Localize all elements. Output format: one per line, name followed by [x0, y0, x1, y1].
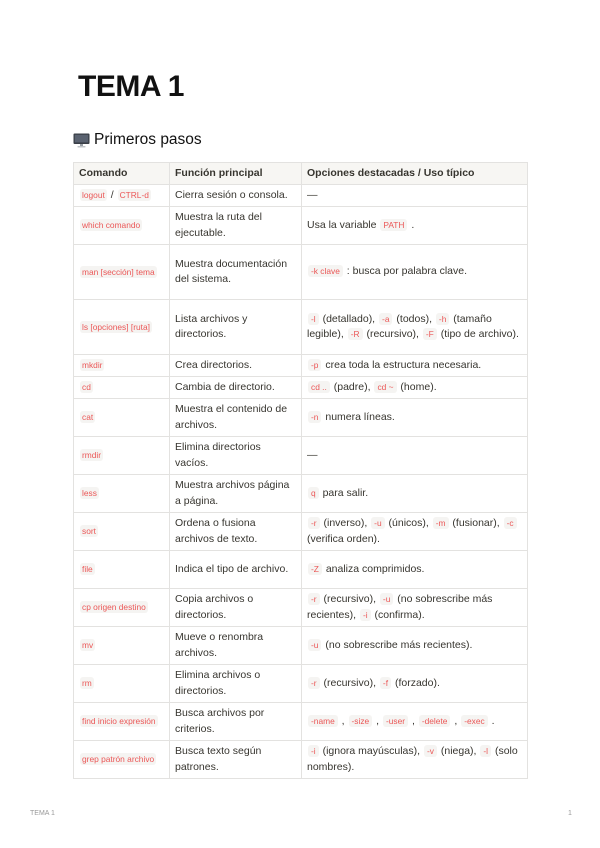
cell-text: (únicos), — [385, 517, 432, 529]
inline-code: find inicio expresión — [82, 716, 156, 726]
function-cell: Crea directorios. — [170, 355, 302, 377]
function-cell: Muestra documentación del sistema. — [170, 245, 302, 300]
inline-code: rm — [82, 678, 92, 688]
table-header-row — [74, 163, 528, 185]
options-cell — [302, 703, 528, 741]
options-cell — [302, 377, 528, 399]
cell-text: Usa la variable — [307, 218, 380, 231]
desktop-computer-icon — [73, 133, 90, 148]
cell-text: (recursivo), — [320, 593, 379, 605]
section-heading-text: Primeros pasos — [94, 131, 202, 148]
column-header-function: Función principal — [170, 163, 302, 185]
command-cell — [74, 185, 170, 207]
table-row — [74, 355, 528, 377]
page-number: 1 — [568, 810, 572, 817]
table-row — [74, 513, 528, 551]
cell-text: numera líneas. — [322, 410, 395, 423]
inline-code: -k clave — [308, 265, 343, 277]
command-cell — [74, 399, 170, 437]
cell-text: . — [408, 218, 415, 231]
function-cell: Busca archivos por criterios. — [170, 703, 302, 741]
cell-text: (fusionar), — [449, 517, 503, 529]
function-cell: Lista archivos y directorios. — [170, 300, 302, 355]
cell-text: para salir. — [319, 486, 369, 499]
commands-table — [73, 162, 528, 779]
function-cell: Mueve o renombra archivos. — [170, 627, 302, 665]
inline-code: -h — [436, 313, 449, 325]
function-cell: Copia archivos o directorios. — [170, 589, 302, 627]
column-header-command: Comando — [74, 163, 170, 185]
options-cell — [302, 207, 528, 245]
table-row — [74, 377, 528, 399]
inline-code: -u — [380, 593, 393, 605]
inline-code: -exec — [461, 715, 487, 727]
inline-code: logout — [82, 190, 105, 200]
table-row — [74, 589, 528, 627]
inline-code: -r — [308, 677, 320, 689]
table-body — [74, 185, 528, 779]
cell-text: , — [451, 714, 461, 727]
table-row — [74, 399, 528, 437]
cell-text: : busca por palabra clave. — [343, 265, 468, 278]
inline-code: -n — [308, 411, 321, 423]
cell-text: (confirma). — [371, 608, 425, 621]
cell-text: crea toda la estructura necesaria. — [322, 358, 482, 371]
function-cell: Ordena o fusiona archivos de texto. — [170, 513, 302, 551]
options-cell — [302, 475, 528, 513]
inline-code: cd ~ — [374, 381, 396, 393]
cell-text: (forzado). — [392, 676, 440, 689]
inline-code: -l — [480, 745, 491, 757]
cell-text: (niega), — [437, 745, 480, 757]
function-cell: Muestra la ruta del ejecutable. — [170, 207, 302, 245]
inline-code: cd .. — [308, 381, 330, 393]
table-row — [74, 703, 528, 741]
command-cell — [74, 513, 170, 551]
cell-text: (solo nombres). — [307, 745, 518, 773]
page-title: TEMA 1 — [78, 70, 184, 103]
options-cell — [302, 551, 528, 589]
command-cell — [74, 741, 170, 779]
table-row — [74, 551, 528, 589]
table-row — [74, 300, 528, 355]
cell-text: — — [307, 448, 318, 461]
section-heading — [73, 131, 202, 149]
footer-title: TEMA 1 — [30, 810, 55, 817]
inline-code: -Z — [308, 563, 322, 575]
inline-code: q — [308, 487, 319, 499]
inline-code: -r — [308, 593, 320, 605]
function-cell: Cambia de directorio. — [170, 377, 302, 399]
options-cell — [302, 355, 528, 377]
command-cell — [74, 589, 170, 627]
options-cell — [302, 300, 528, 355]
options-cell — [302, 245, 528, 300]
cell-text: , — [409, 714, 418, 727]
options-cell — [302, 437, 528, 475]
inline-code: which comando — [82, 220, 141, 230]
cell-text: (todos), — [393, 312, 435, 325]
options-cell — [302, 741, 528, 779]
inline-code: -i — [360, 609, 371, 621]
inline-code: -i — [308, 745, 319, 757]
inline-code: rmdir — [82, 450, 102, 460]
cell-text: , — [338, 714, 348, 727]
inline-code: -f — [380, 677, 391, 689]
cell-text: / — [107, 189, 117, 201]
cell-text: (no sobrescribe más recientes), — [307, 593, 493, 621]
cell-text: (detallado), — [319, 312, 379, 325]
inline-code: mv — [82, 640, 94, 650]
table-row — [74, 207, 528, 245]
inline-code: -u — [308, 639, 321, 651]
function-cell: Elimina archivos o directorios. — [170, 665, 302, 703]
function-cell: Muestra archivos página a página. — [170, 475, 302, 513]
cell-text: analiza comprimidos. — [322, 562, 425, 575]
inline-code: cp origen destino — [82, 602, 146, 612]
inline-code: CTRL-d — [119, 190, 149, 200]
table-row — [74, 741, 528, 779]
function-cell: Cierra sesión o consola. — [170, 185, 302, 207]
inline-code: -v — [424, 745, 437, 757]
inline-code: -user — [383, 715, 408, 727]
inline-code: -m — [433, 517, 449, 529]
table-row — [74, 665, 528, 703]
inline-code: -R — [348, 328, 363, 340]
cell-text: , — [373, 714, 382, 727]
table-row — [74, 185, 528, 207]
inline-code: ls [opciones] [ruta] — [82, 321, 150, 332]
cell-text: (home). — [397, 380, 437, 393]
command-cell — [74, 665, 170, 703]
function-cell: Indica el tipo de archivo. — [170, 551, 302, 589]
inline-code: -r — [308, 517, 320, 529]
options-cell — [302, 589, 528, 627]
table-row — [74, 627, 528, 665]
inline-code: less — [82, 488, 97, 498]
function-cell: Busca texto según patrones. — [170, 741, 302, 779]
cell-text: (verifica orden). — [307, 532, 380, 545]
inline-code: sort — [82, 526, 96, 536]
command-cell — [74, 377, 170, 399]
inline-code: -u — [371, 517, 384, 529]
inline-code: -size — [349, 715, 373, 727]
command-cell — [74, 627, 170, 665]
inline-code: cat — [82, 412, 94, 422]
command-cell — [74, 207, 170, 245]
table-row — [74, 437, 528, 475]
inline-code: -c — [504, 517, 517, 529]
inline-code: file — [82, 564, 93, 574]
command-cell — [74, 355, 170, 377]
cell-text: — — [307, 188, 318, 201]
command-cell — [74, 245, 170, 300]
cell-text: (ignora mayúsculas), — [319, 745, 423, 757]
options-cell — [302, 513, 528, 551]
inline-code: -delete — [419, 715, 451, 727]
command-cell — [74, 475, 170, 513]
options-cell — [302, 185, 528, 207]
options-cell — [302, 627, 528, 665]
inline-code: grep patrón archivo — [82, 754, 155, 764]
column-header-options: Opciones destacadas / Uso típico — [302, 163, 528, 185]
inline-code: -name — [308, 715, 338, 727]
cell-text: (no sobrescribe más recientes). — [322, 638, 473, 651]
function-cell: Muestra el contenido de archivos. — [170, 399, 302, 437]
cell-text: (recursivo), — [320, 676, 379, 689]
command-cell — [74, 703, 170, 741]
inline-code: -a — [379, 313, 392, 325]
table-row — [74, 475, 528, 513]
inline-code: mkdir — [82, 360, 103, 370]
inline-code: -l — [308, 313, 319, 325]
command-cell — [74, 300, 170, 355]
inline-code: cd — [82, 382, 91, 392]
options-cell — [302, 399, 528, 437]
inline-code: man [sección] tema — [82, 266, 155, 277]
cell-text: (tamaño legible), — [307, 312, 492, 340]
inline-code: PATH — [380, 219, 407, 231]
cell-text: . — [488, 714, 495, 727]
inline-code: -F — [423, 328, 437, 340]
cell-text: (inverso), — [320, 517, 371, 529]
command-cell — [74, 437, 170, 475]
cell-text: (padre), — [330, 380, 374, 393]
cell-text: (recursivo), — [363, 328, 422, 340]
command-cell — [74, 551, 170, 589]
inline-code: -p — [308, 359, 321, 371]
table-row — [74, 245, 528, 300]
function-cell: Elimina directorios vacíos. — [170, 437, 302, 475]
options-cell — [302, 665, 528, 703]
cell-text: (tipo de archivo). — [437, 328, 519, 340]
